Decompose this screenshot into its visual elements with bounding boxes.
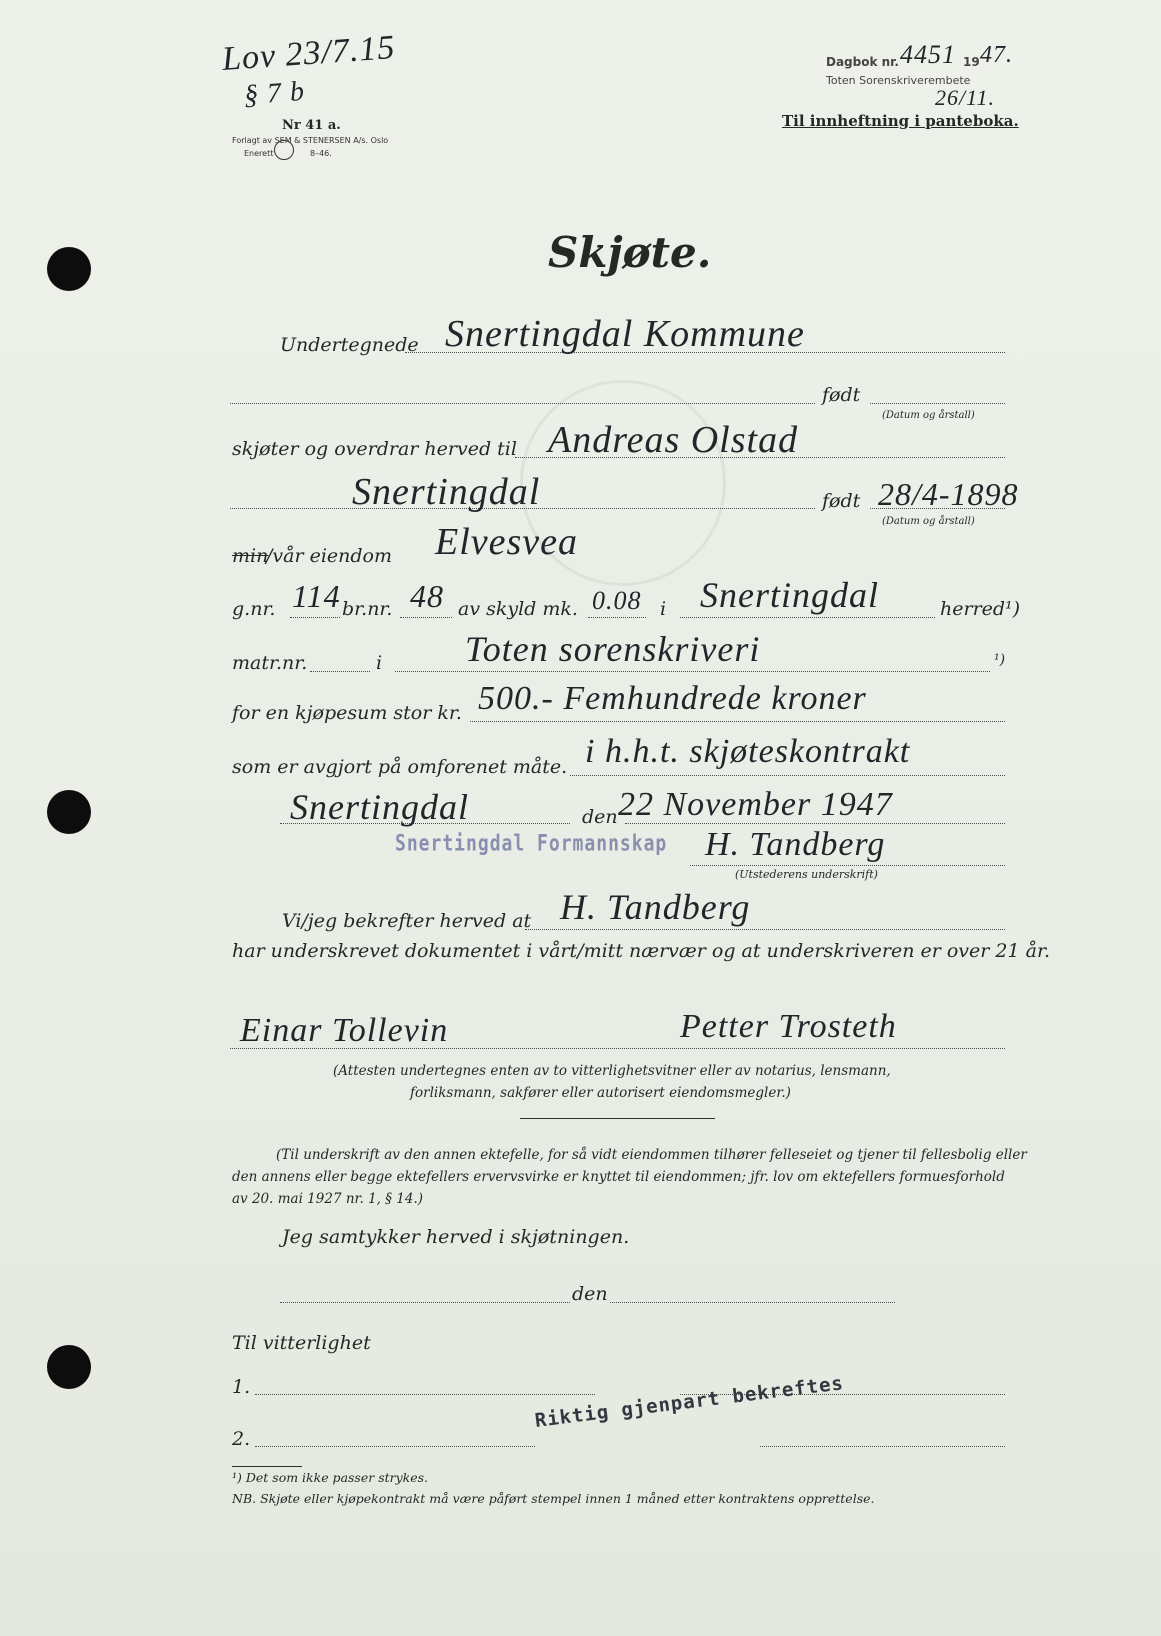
date-den-label: den <box>582 806 618 828</box>
kjopesum-label: for en kjøpesum stor kr. <box>232 702 462 724</box>
fodt1-line-right <box>870 403 1005 404</box>
avgjort-label: som er avgjort på omforenet måte. <box>232 756 568 778</box>
dagbok-number: 4451 <box>900 40 956 69</box>
gnr-label: g.nr. <box>232 598 276 620</box>
confirm-label: Vi/jeg bekrefter herved at <box>282 910 532 932</box>
herred-line <box>680 617 935 618</box>
skyld-line <box>588 617 646 618</box>
brnr-line <box>400 617 452 618</box>
witness-2-line-left <box>255 1446 535 1447</box>
vitterlighet-heading: Til vitterlighet <box>232 1332 371 1354</box>
seller-name: Snertingdal Kommune <box>445 313 805 355</box>
witness-1-label: 1. <box>232 1376 251 1398</box>
witness-signature-2: Petter Trosteth <box>680 1008 897 1045</box>
court-office: Toten Sorenskriverembete <box>826 74 971 87</box>
settlement-method: i h.h.t. skjøteskontrakt <box>585 733 911 770</box>
formannskap-stamp: Snertingdal Formannskap <box>395 830 668 857</box>
property-name: Elvesvea <box>435 521 579 563</box>
matr-footnote-mark: ¹) <box>994 652 1006 668</box>
spouse-note-1: (Til underskrift av den annen ektefelle, for så vidt eiendommen tilhører felleseiet og tjener til fellesbolig eller <box>276 1147 1027 1163</box>
spouse-note-3: av 20. mai 1927 nr. 1, § 14.) <box>232 1191 424 1207</box>
form-number: Nr 41 a. <box>282 118 341 133</box>
consent-place-line <box>280 1302 570 1303</box>
document-title: Skjøte. <box>548 228 712 277</box>
buyer-place: Snertingdal <box>352 471 541 513</box>
footnote: ¹) Det som ikke passer strykes. <box>232 1470 429 1485</box>
matr-label: matr.nr. <box>232 652 308 674</box>
signing-date: 22 November 1947 <box>618 786 893 823</box>
punch-hole-top <box>47 247 91 291</box>
punch-hole-bottom <box>47 1345 91 1389</box>
skyld-value: 0.08 <box>592 586 642 615</box>
eiendom-min-struck: min <box>232 545 269 567</box>
matr-i-label: i <box>376 652 383 674</box>
issuer-caption: (Utstederens underskrift) <box>735 868 878 881</box>
datum-caption-2: (Datum og årstall) <box>882 516 975 527</box>
spouse-note-2: den annens eller begge ektefellers ervervsvirke er knyttet til eiendommen; jfr. lov om ektefellers formuesforhold <box>232 1169 1005 1185</box>
avgjort-line <box>570 775 1005 776</box>
dagbok-year-hand: 47. <box>980 42 1013 68</box>
gnr-line <box>290 617 340 618</box>
kjopesum-line <box>470 721 1005 722</box>
datum-caption-1: (Datum og årstall) <box>882 410 975 421</box>
section-reference-note: § 7 b <box>242 75 306 112</box>
fodt2-label: født <box>822 490 861 512</box>
brnr-value: 48 <box>410 578 444 614</box>
witness-signature-1: Einar Tollevin <box>240 1012 449 1049</box>
skyld-label: av skyld mk. <box>458 598 578 620</box>
herred-label: herred¹) <box>940 598 1021 620</box>
skjoter-label: skjøter og overdrar herved til <box>232 438 517 460</box>
issuer-signature-line <box>690 865 1005 866</box>
attest-note-1: (Attesten undertegnes enten av to vitterlighetsvitner eller av notarius, lensmann, <box>333 1063 891 1079</box>
witness-line <box>230 1048 1005 1049</box>
dagbok-label: Dagbok nr. <box>826 55 899 69</box>
publisher-line: Forlagt av SEM & STENERSEN A/s. Oslo <box>232 136 389 145</box>
form-code: 8–46. <box>310 149 332 158</box>
punch-hole-middle <box>47 790 91 834</box>
confirmed-signatory: H. Tandberg <box>560 887 751 927</box>
herred-value: Snertingdal <box>700 575 879 615</box>
eiendom-label: /vår eiendom <box>266 545 393 567</box>
undertegnede-label: Undertegnede <box>280 334 419 356</box>
skyld-i-label: i <box>660 598 667 620</box>
matr-district: Toten sorenskriveri <box>465 629 761 669</box>
law-reference-note: Lov 23/7.15 <box>220 28 397 79</box>
issuer-signature: H. Tandberg <box>705 826 886 863</box>
confirm-statement: har underskrevet dokumentet i vårt/mitt nærvær og at underskriveren er over 21 år. <box>232 940 1050 962</box>
true-copy-stamp: Riktig gjenpart bekreftes <box>533 1372 846 1432</box>
buyer-birthdate: 28/4-1898 <box>878 476 1019 512</box>
publisher-logo-icon <box>274 140 294 160</box>
witness-2-line-right <box>760 1446 1005 1447</box>
buyer-name: Andreas Olstad <box>548 419 799 461</box>
section-divider <box>520 1118 715 1119</box>
matr-number-line <box>310 671 370 672</box>
witness-1-line-left <box>255 1394 595 1395</box>
nb-note: NB. Skjøte eller kjøpekontrakt må være påført stempel innen 1 måned etter kontraktens opprettelse. <box>232 1491 875 1506</box>
matr-district-line <box>395 671 990 672</box>
binding-instruction: Til innheftning i panteboka. <box>782 112 1019 130</box>
consent-den-label: den <box>572 1283 608 1305</box>
gnr-value: 114 <box>292 578 341 614</box>
confirm-line <box>525 929 1005 930</box>
fodt1-line-left <box>230 403 815 404</box>
attest-note-2: forliksmann, sakfører eller autorisert eiendomsmegler.) <box>410 1085 791 1101</box>
purchase-price: 500.- Femhundrede kroner <box>478 680 867 717</box>
witness-2-label: 2. <box>232 1428 251 1450</box>
consent-date-line <box>610 1302 895 1303</box>
dagbok-year-print: 19 <box>963 55 980 69</box>
enerett-label: Enerett <box>244 149 274 158</box>
signing-place: Snertingdal <box>290 787 469 827</box>
consent-statement: Jeg samtykker herved i skjøtningen. <box>282 1226 630 1248</box>
fodt1-label: født <box>822 384 861 406</box>
registration-date: 26/11. <box>935 85 995 110</box>
brnr-label: br.nr. <box>342 598 393 620</box>
